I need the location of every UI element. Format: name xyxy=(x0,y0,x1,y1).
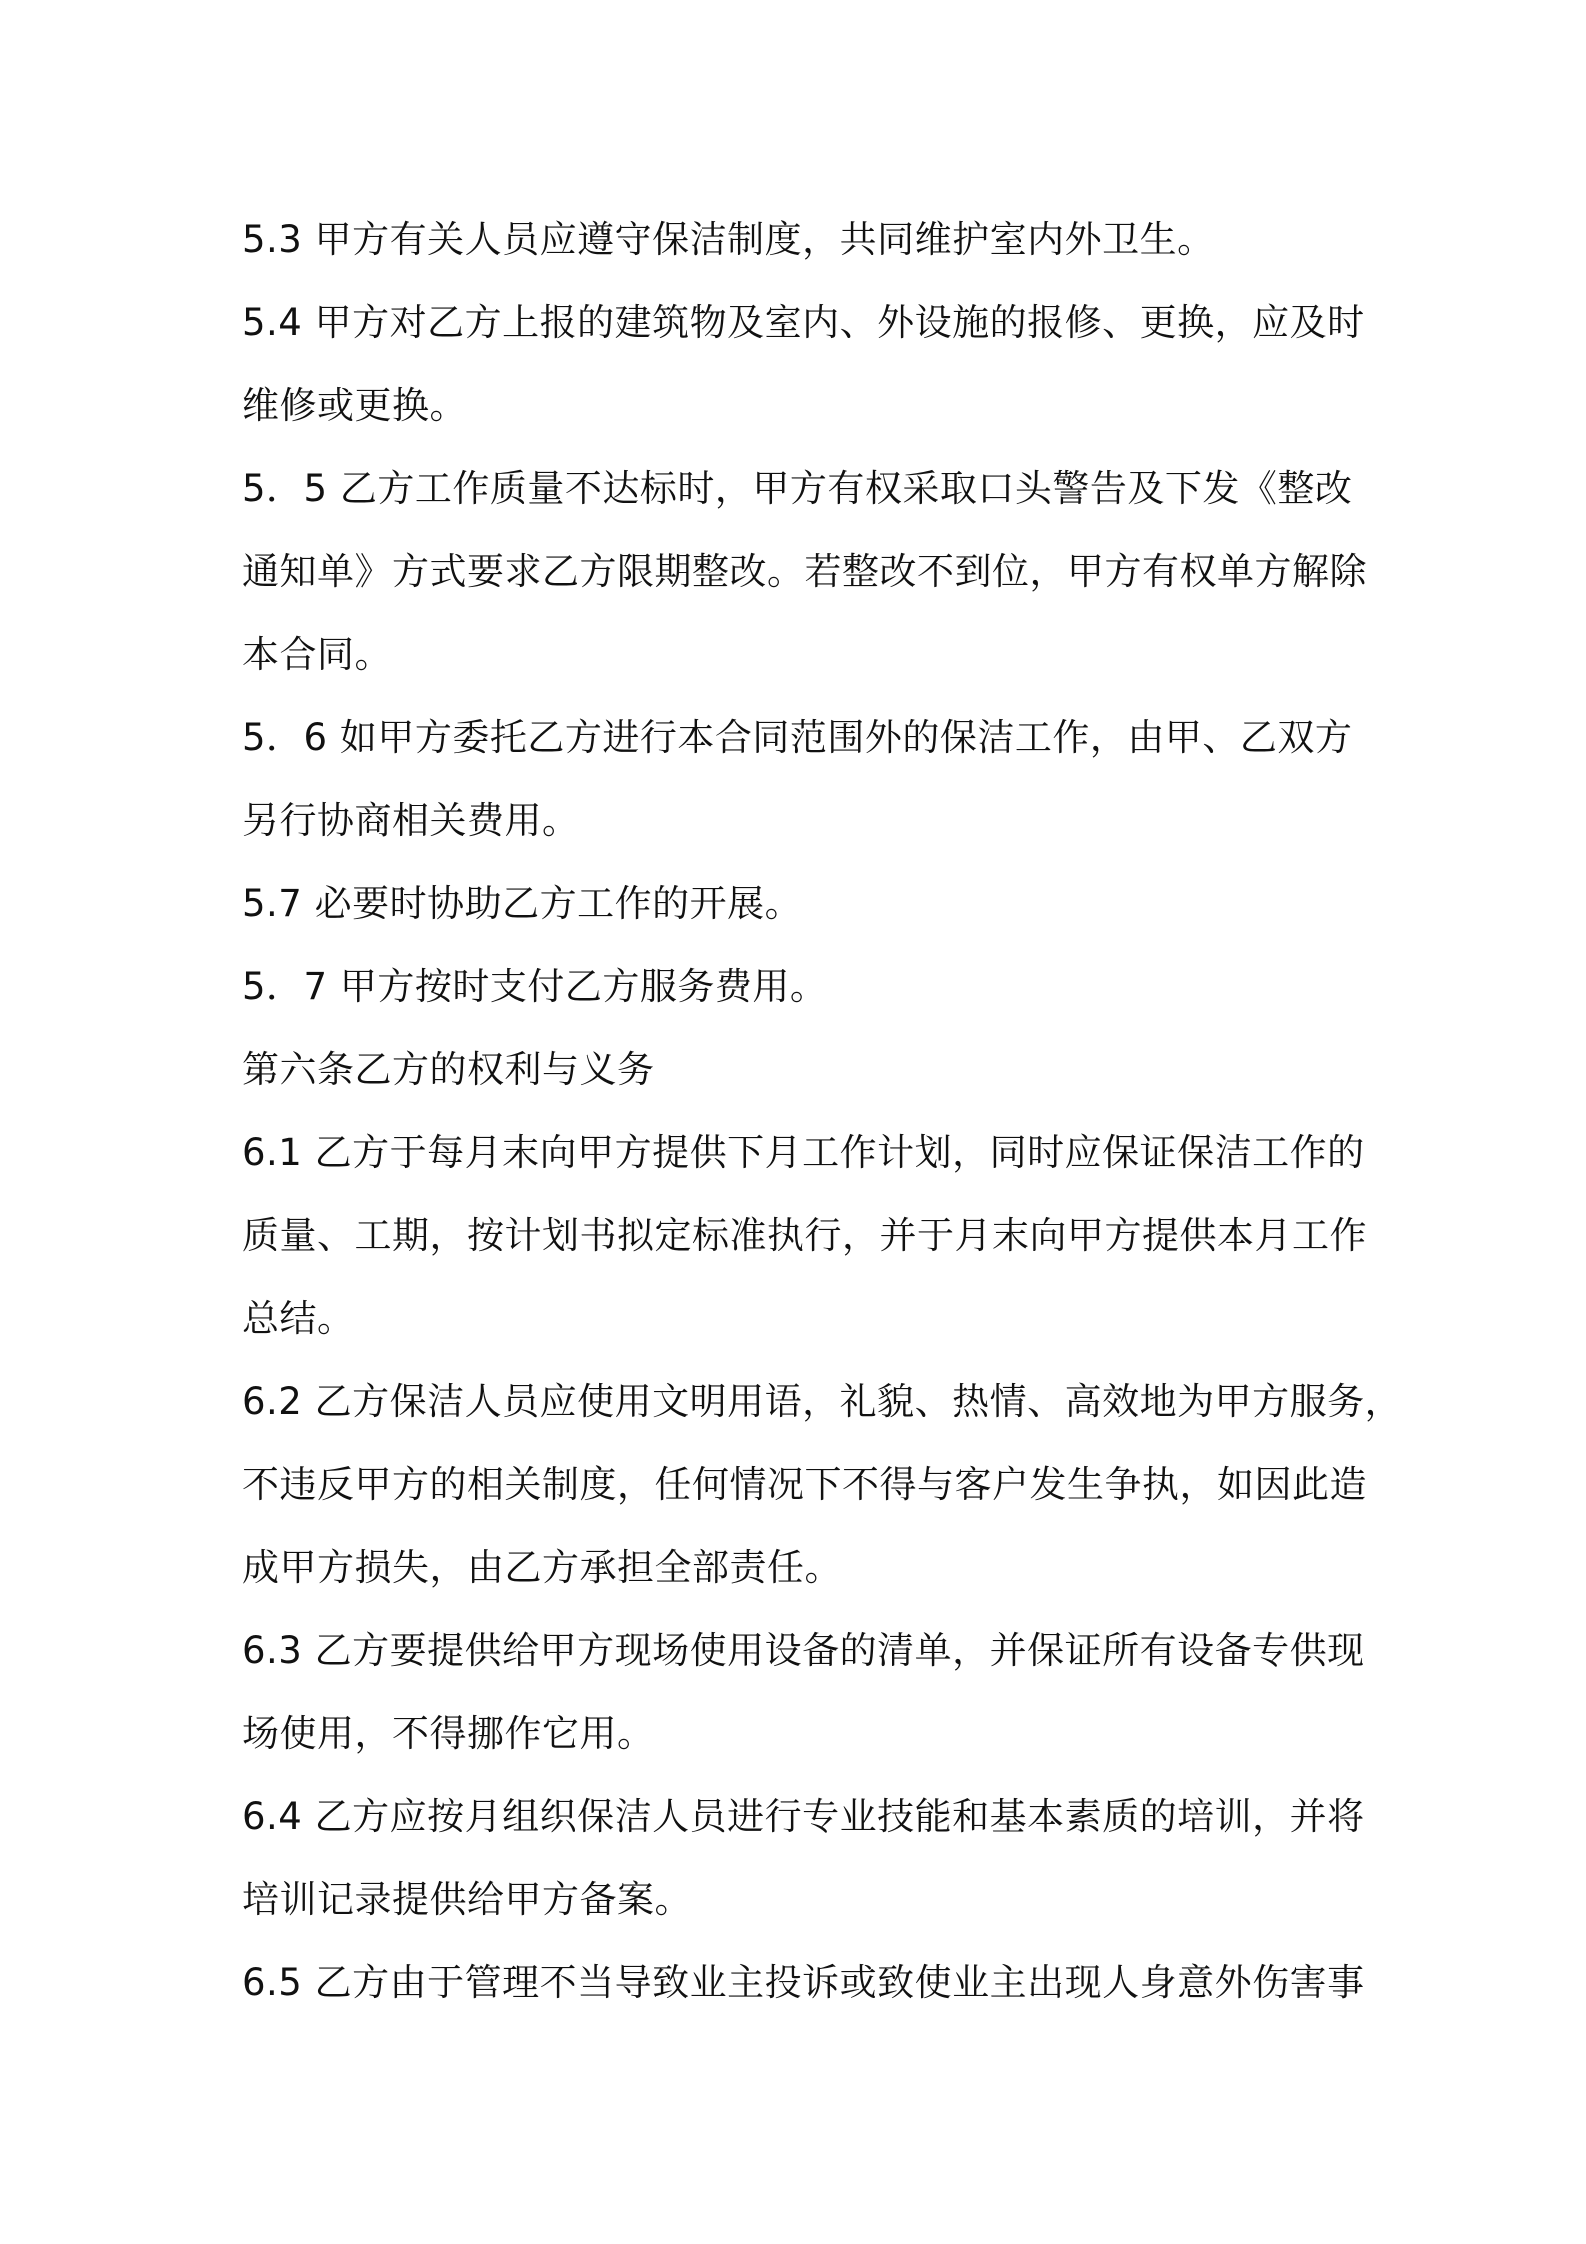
contract-text xyxy=(242,198,1403,2024)
text-line: 6.5 乙方由于管理不当导致业主投诉或致使业主出现人身意外伤害事 xyxy=(242,1961,1365,2004)
text-line: 5．7 甲方按时支付乙方服务费用。 xyxy=(242,965,828,1008)
text-line: 6.1 乙方于每月末向甲方提供下月工作计划，同时应保证保洁工作的 xyxy=(242,1131,1365,1174)
text-line: 5.3 甲方有关人员应遵守保洁制度，共同维护室内外卫生。 xyxy=(242,218,1215,261)
text-line: 成甲方损失，由乙方承担全部责任。 xyxy=(242,1546,842,1589)
text-line: 6.3 乙方要提供给甲方现场使用设备的清单，并保证所有设备专供现 xyxy=(242,1629,1365,1672)
text-line: 通知单》方式要求乙方限期整改。若整改不到位，甲方有权单方解除 xyxy=(242,550,1367,593)
section-heading: 第六条乙方的权利与义务 xyxy=(242,1048,655,1091)
text-line: 5.7 必要时协助乙方工作的开展。 xyxy=(242,882,803,925)
text-line: 另行协商相关费用。 xyxy=(242,799,580,842)
text-line: 场使用，不得挪作它用。 xyxy=(242,1712,655,1755)
text-line: 6.4 乙方应按月组织保洁人员进行专业技能和基本素质的培训，并将 xyxy=(242,1795,1365,1838)
text-line: 质量、工期，按计划书拟定标准执行，并于月末向甲方提供本月工作 xyxy=(242,1214,1367,1257)
text-line: 培训记录提供给甲方备案。 xyxy=(242,1878,692,1921)
text-line: 本合同。 xyxy=(242,633,392,676)
text-line: 6.2 乙方保洁人员应使用文明用语，礼貌、热情、高效地为甲方服务， xyxy=(242,1380,1403,1423)
text-line: 5．5 乙方工作质量不达标时，甲方有权采取口头警告及下发《整改 xyxy=(242,467,1353,510)
text-line: 总结。 xyxy=(242,1297,355,1340)
text-line: 5.4 甲方对乙方上报的建筑物及室内、外设施的报修、更换，应及时 xyxy=(242,301,1365,344)
text-line: 维修或更换。 xyxy=(242,384,467,427)
text-line: 5．6 如甲方委托乙方进行本合同范围外的保洁工作，由甲、乙双方 xyxy=(242,716,1353,759)
text-line: 不违反甲方的相关制度，任何情况下不得与客户发生争执，如因此造 xyxy=(242,1463,1367,1506)
